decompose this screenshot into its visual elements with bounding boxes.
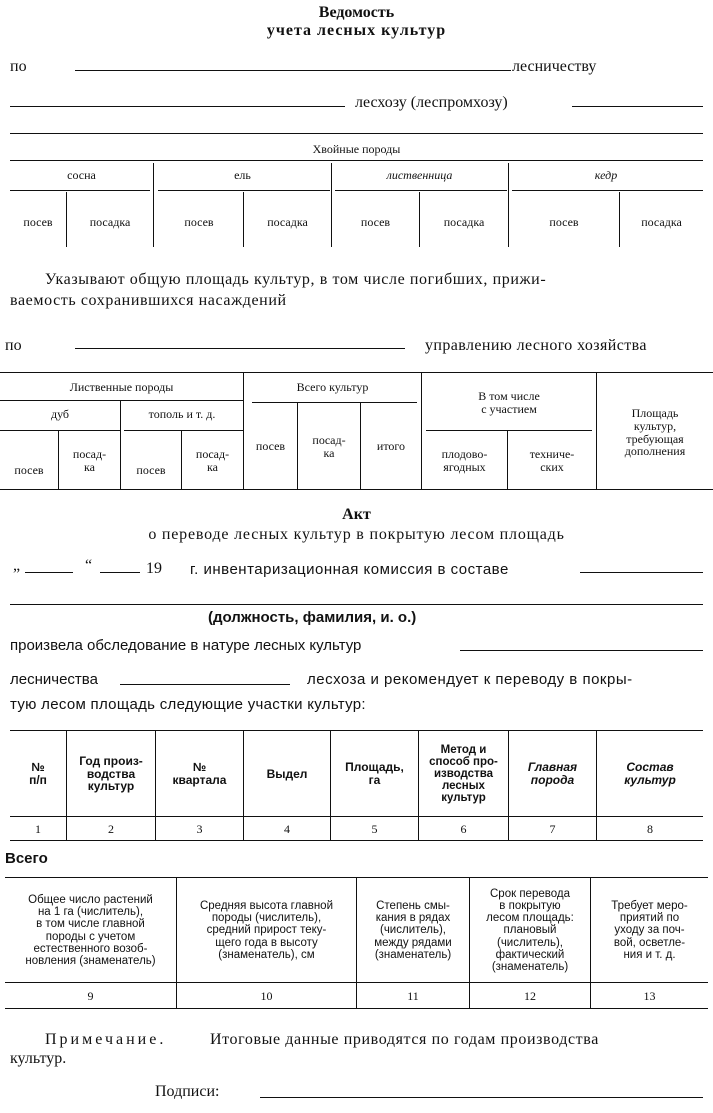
total-label: Всего (5, 850, 48, 867)
plots-text: тую лесом площадь следующие участки культур: (10, 696, 366, 713)
col-plants-per-ha: Общее число растений на 1 га (числитель), в том числе главной породы с учетом естественного возоб- новления (знаменатель) (25, 894, 156, 967)
col-closure-index: 11 (407, 988, 419, 1003)
technical: техниче- ских (529, 446, 575, 474)
survey-line (460, 650, 703, 651)
mgmt-blank-line (75, 348, 405, 349)
col-number: № п/п (29, 760, 47, 787)
including-header: В том числе с участием (478, 389, 540, 416)
col-main-species-index: 7 (549, 821, 556, 836)
spruce-plant: посадка (267, 215, 308, 229)
col-year: Год произ- водства культур (79, 754, 143, 794)
forestry-label: лесничества (10, 671, 98, 688)
pine-sow: посев (23, 215, 53, 229)
members-line (10, 604, 703, 605)
larch-plant: посадка (443, 215, 485, 229)
larch-sow: посев (360, 215, 391, 229)
date-day-line (25, 572, 73, 573)
col-quarter-index: 3 (196, 821, 203, 836)
oak-sow: посев (14, 463, 44, 478)
col-main-species: Главная порода (527, 760, 578, 787)
deciduous-header: Лиственные породы (69, 380, 174, 394)
col-composition-index: 8 (647, 821, 653, 836)
document-title: Ведомость (318, 4, 395, 21)
leskhoz-label: лесхозу (леспромхозу) (355, 94, 508, 111)
col-quarter: № квартала (172, 760, 227, 787)
col-transfer-term: Срок перевода в покрытую лесом площадь: плановый (числитель), фактический (знаменатель) (486, 888, 574, 973)
forestry-prefix: по (10, 58, 27, 75)
total-sum: итого (376, 439, 406, 454)
note-text-cont: культур. (10, 1050, 67, 1067)
species-spruce: ель (234, 168, 251, 182)
leskhoz-blank-line-left (10, 106, 345, 107)
pine-plant: посадка (89, 215, 131, 229)
forestry-suffix: лесничеству (512, 58, 597, 75)
conifer-group-header: Хвойные породы (312, 142, 401, 156)
col-method-index: 6 (460, 821, 467, 836)
commission-line (580, 572, 703, 573)
note-label: Примечание. (45, 1031, 167, 1048)
col-vydel-index: 4 (284, 821, 290, 836)
poplar-plant: поcад- ка (195, 446, 230, 474)
forestry-blank-line (75, 70, 511, 71)
position-caption: (должность, фамилия, и. о.) (208, 609, 417, 626)
area-needs-supplement: Площадь культур, требующая дополнения (624, 406, 686, 459)
col-area-index: 5 (371, 821, 378, 836)
recommend-text: лесхоза и рекомендует к переводу в покры- (307, 671, 633, 688)
species-pine: сосна (67, 168, 96, 182)
poplar-header: тополь и т. д. (148, 407, 216, 421)
col-transfer-term-index: 12 (524, 988, 536, 1003)
commission-text: г. инвентаризационная комиссия в составе (190, 561, 509, 578)
col-method: Метод и способ про- изводства лесных культур (429, 743, 498, 805)
col-number-index: 1 (35, 821, 41, 836)
act-title: Акт (342, 506, 371, 523)
date-quote-mid: “ (85, 557, 93, 574)
oak-header: дуб (50, 407, 70, 421)
col-area: Площадь, га (345, 760, 404, 787)
spruce-sow: посев (184, 215, 214, 229)
survey-text: произвела обследование в натуре лесных культур (10, 637, 362, 654)
total-plant: поcад- ка (312, 432, 346, 460)
col-year-index: 2 (108, 821, 114, 836)
signatures-label: Подписи: (155, 1083, 220, 1100)
cedar-plant: посадка (641, 215, 682, 229)
date-quote-open: „ (13, 557, 21, 574)
cedar-sow: посев (549, 215, 579, 229)
signatures-line (260, 1097, 703, 1098)
col-care-needed: Требует меро- приятий по уходу за поч- вой, осветле- ния и т. д. (611, 900, 688, 961)
mgmt-suffix: управлению лесного хозяйства (425, 337, 647, 354)
note-area-line2: ваемость сохранившихся насаждений (10, 292, 287, 309)
species-cedar: кедр (594, 168, 618, 182)
note-area-line1: Указывают общую площадь культур, в том числе погибших, прижи- (45, 271, 547, 288)
col-care-needed-index: 13 (643, 988, 656, 1003)
document-subtitle: учета лесных культур (266, 22, 447, 39)
date-year: 19 (146, 560, 162, 577)
total-sow: посев (255, 439, 286, 454)
col-plants-per-ha-index: 9 (87, 988, 94, 1003)
fruit-berry: плодово- ягодных (441, 446, 488, 474)
leskhoz-blank-line-right (572, 106, 703, 107)
date-month-line (100, 572, 140, 573)
oak-plant: поcад- ка (72, 446, 107, 474)
poplar-sow: посев (136, 463, 166, 478)
col-closure: Степень смы- кания в рядах (числитель), между рядами (знаменатель) (374, 900, 452, 961)
species-larch: лиственница (386, 168, 453, 182)
total-cultures-header: Всего культур (296, 380, 369, 394)
note-text: Итоговые данные приводятся по годам производства (210, 1031, 599, 1048)
col-vydel: Выдел (266, 766, 308, 781)
col-composition: Состав культур (624, 760, 676, 787)
mgmt-prefix: по (5, 337, 22, 354)
col-avg-height-index: 10 (260, 988, 273, 1003)
col-avg-height: Средняя высота главной породы (числитель), средний прирост теку- щего года в высоту (знаменатель), см (199, 900, 333, 961)
forestry-name-line (120, 684, 290, 685)
act-subtitle: о переводе лесных культур в покрытую лесом площадь (148, 526, 565, 543)
